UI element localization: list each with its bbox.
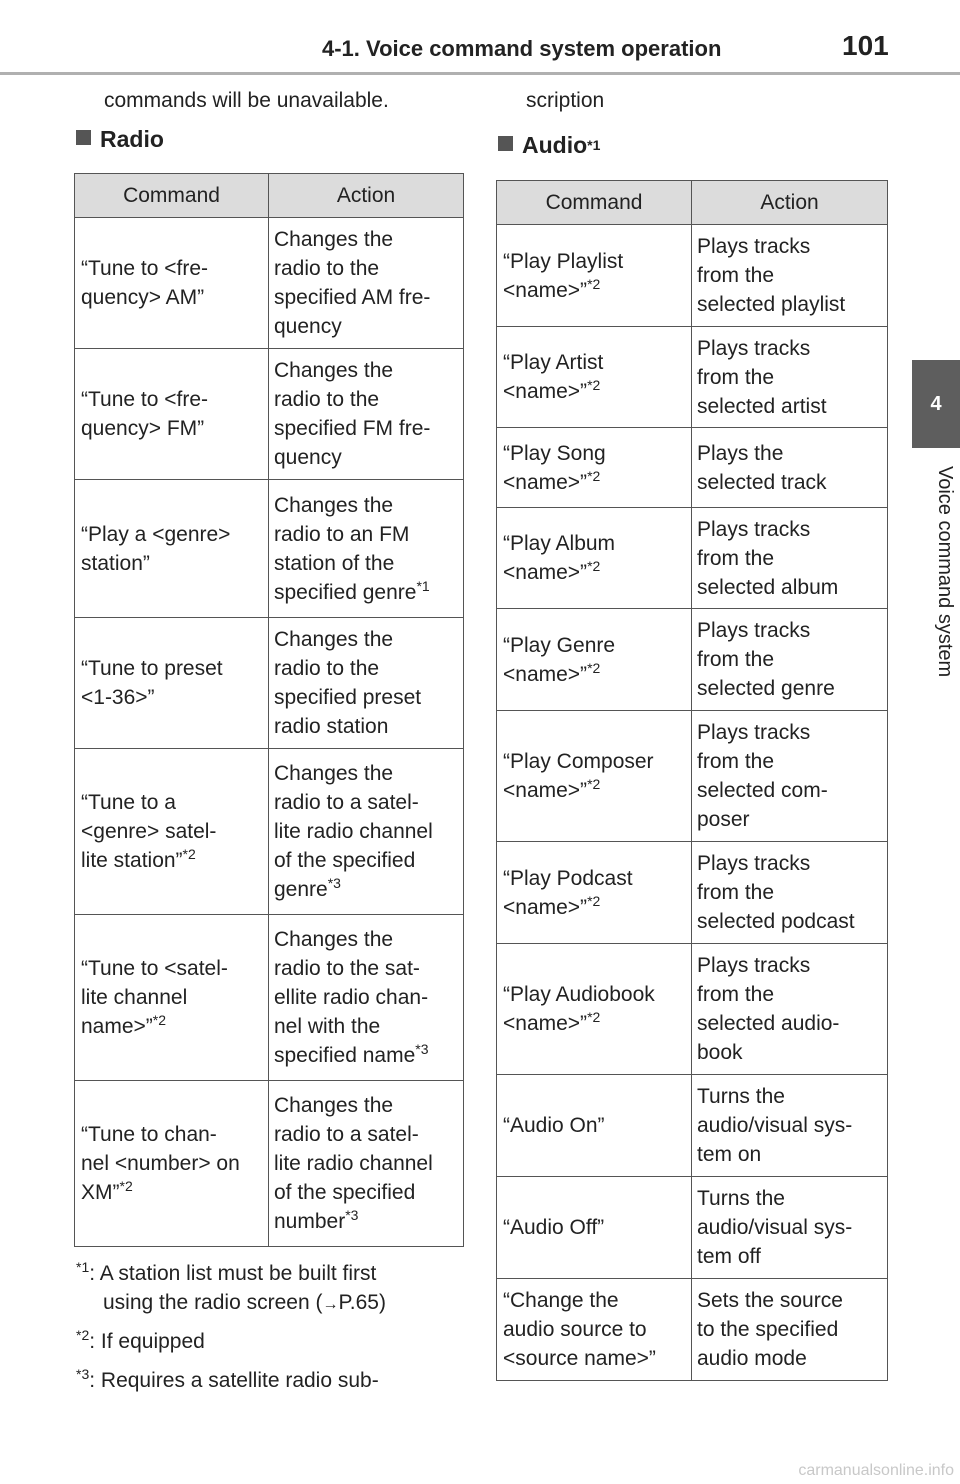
footnote-mark: *3: [76, 1366, 90, 1382]
command-text: “Play a <genre> station”: [81, 522, 231, 575]
table-row: [497, 225, 888, 327]
command-cell: [75, 749, 269, 915]
footnote-mark: *2: [182, 846, 196, 862]
footnote-mark: *1: [416, 577, 430, 594]
command-column-header: Command: [75, 174, 269, 218]
command-cell: [497, 944, 692, 1075]
continued-text-right: scription: [526, 89, 605, 112]
footnote-mark: *2: [587, 1009, 601, 1025]
table-row: [497, 1279, 888, 1381]
command-cell: [497, 842, 692, 944]
footnote-mark: *2: [587, 776, 601, 792]
footnote-mark: *3: [327, 875, 341, 891]
header-divider: [0, 72, 960, 75]
heading-footnote-mark: *1: [587, 137, 601, 153]
audio-command-table: [496, 180, 888, 1381]
table-row: [497, 327, 888, 428]
action-text: Plays tracks from the selected audio- book: [697, 954, 840, 1064]
footnote-mark: *2: [587, 892, 601, 909]
action-cell: [692, 1075, 888, 1177]
table-row: [75, 480, 464, 618]
action-text: Plays tracks from the selected genre: [697, 619, 835, 700]
arrow-right-icon: →: [322, 1296, 339, 1313]
command-cell: [75, 1081, 269, 1247]
command-cell: [497, 225, 692, 327]
command-text: “Play Audiobook <name>”: [503, 983, 655, 1035]
action-text: Changes the radio to an FM station of the specified genre: [274, 493, 417, 604]
action-cell: [269, 618, 464, 749]
command-cell: [75, 915, 269, 1081]
command-text: “Play Playlist <name>”: [503, 249, 624, 302]
action-text: Plays tracks from the selected podcast: [697, 852, 855, 933]
table-row: [497, 1075, 888, 1177]
command-cell: [497, 1279, 692, 1381]
audio-heading: [498, 132, 600, 159]
footnote-mark: *2: [587, 659, 601, 676]
command-text: “Audio On”: [503, 1114, 605, 1137]
action-text: Changes the radio to the specified FM fre- quency: [274, 359, 431, 469]
action-cell: [692, 842, 888, 944]
footnote-mark: *2: [587, 467, 601, 484]
command-cell: [497, 1177, 692, 1279]
command-text: “Play Song <name>”: [503, 441, 606, 494]
action-text: Plays tracks from the selected com- poser: [697, 721, 828, 831]
table-row: [497, 508, 888, 609]
action-text: Plays tracks from the selected artist: [697, 336, 827, 418]
continued-text: commands will be unavailable.: [104, 89, 389, 112]
action-cell: [269, 480, 464, 618]
table-row: [497, 944, 888, 1075]
command-cell: [75, 218, 269, 349]
action-text: Changes the radio to the specified preset radio station: [274, 628, 422, 738]
action-cell: [692, 428, 888, 508]
command-cell: [75, 618, 269, 749]
command-text: “Tune to <fre- quency> FM”: [81, 388, 209, 440]
action-cell: [692, 327, 888, 428]
table-row: [497, 428, 888, 508]
action-text: Turns the audio/visual sys- tem on: [697, 1085, 853, 1166]
page-reference-link[interactable]: P.65): [338, 1291, 386, 1314]
footnote-mark: *3: [345, 1207, 359, 1223]
action-cell: [692, 711, 888, 842]
footnote-text-part: using the radio screen (: [103, 1291, 323, 1314]
table-row: [497, 1177, 888, 1279]
action-cell: [269, 915, 464, 1081]
action-text: Changes the radio to the sat- ellite radio chan- nel with the specified name: [274, 928, 429, 1067]
audio-heading-text: Audio: [522, 132, 588, 158]
footnote-mark: *2: [119, 1178, 133, 1194]
command-cell: [75, 480, 269, 618]
command-text: “Tune to <satel- lite channel name>”: [81, 957, 228, 1038]
command-text: “Play Genre <name>”: [503, 633, 616, 686]
action-cell: [692, 609, 888, 711]
action-text: Sets the source to the specified audio mode: [697, 1289, 843, 1370]
action-column-header: Action: [692, 181, 888, 225]
command-cell: [497, 508, 692, 609]
section-title: 4-1. Voice command system operation: [322, 36, 722, 61]
action-cell: [269, 1081, 464, 1247]
table-header-row: [75, 174, 464, 218]
action-text: Plays tracks from the selected playlist: [697, 235, 846, 316]
action-cell: [692, 944, 888, 1075]
command-text: “Play Album <name>”: [503, 532, 616, 584]
footnote-2: [76, 1327, 476, 1356]
command-cell: [497, 609, 692, 711]
command-cell: [497, 711, 692, 842]
watermark: carmanualsonline.info: [798, 1462, 954, 1479]
action-cell: [269, 218, 464, 349]
command-text: “Tune to <fre- quency> AM”: [81, 257, 209, 309]
footnote-text: : If equipped: [89, 1330, 205, 1353]
table-row: [75, 618, 464, 749]
page-number: 101: [842, 30, 889, 61]
action-cell: [269, 349, 464, 480]
footnote-mark: *1: [76, 1259, 90, 1275]
table-row: [75, 349, 464, 480]
chapter-side-label: Voice command system: [934, 466, 956, 678]
radio-heading-text: Radio: [100, 126, 164, 152]
command-text: “Play Composer <name>”: [503, 750, 654, 802]
table-row: [75, 218, 464, 349]
table-row: [497, 609, 888, 711]
footnote-text: : A station list must be built first: [89, 1262, 377, 1285]
command-text: “Tune to chan- nel <number> on XM”: [81, 1123, 240, 1204]
action-text: Plays the selected track: [697, 441, 827, 494]
command-column-header: Command: [497, 181, 692, 225]
footnote-text-continued: [76, 1288, 476, 1319]
action-cell: [692, 508, 888, 609]
action-text: Turns the audio/visual sys- tem off: [697, 1187, 853, 1268]
table-row: [497, 842, 888, 944]
command-cell: [497, 428, 692, 508]
command-text: “Play Artist <name>”: [503, 351, 604, 403]
table-row: [75, 1081, 464, 1247]
chapter-tab: 4: [912, 360, 960, 448]
command-cell: [497, 327, 692, 428]
action-cell: [692, 225, 888, 327]
footnote-mark: *2: [587, 558, 601, 574]
footnote-3: [76, 1366, 476, 1395]
command-text: “Tune to preset <1-36>”: [81, 657, 223, 709]
action-text: Changes the radio to a satel- lite radio channel of the specified genre: [274, 762, 433, 901]
command-text: “Play Podcast <name>”: [503, 866, 633, 919]
radio-command-table: [74, 173, 464, 1247]
action-cell: [692, 1279, 888, 1381]
radio-heading: [76, 126, 164, 153]
table-row: [75, 915, 464, 1081]
table-row: [497, 711, 888, 842]
footnote-mark: *2: [587, 377, 601, 393]
footnote-mark: *2: [76, 1327, 90, 1343]
action-text: Plays tracks from the selected album: [697, 517, 839, 599]
footnote-text: : Requires a satellite radio sub-: [89, 1369, 379, 1392]
command-text: “Audio Off”: [503, 1216, 605, 1239]
action-cell: [692, 1177, 888, 1279]
command-cell: [75, 349, 269, 480]
action-column-header: Action: [269, 174, 464, 218]
table-header-row: [497, 181, 888, 225]
footnote-1: [76, 1259, 476, 1319]
action-text: Changes the radio to the specified AM fre- quency: [274, 228, 431, 338]
action-cell: [269, 749, 464, 915]
command-text: “Tune to a <genre> satel- lite station”: [81, 791, 217, 872]
command-cell: [497, 1075, 692, 1177]
table-row: [75, 749, 464, 915]
square-bullet-icon: [76, 130, 91, 145]
footnote-mark: *2: [587, 275, 601, 292]
footnote-mark: *3: [415, 1041, 429, 1057]
footnote-mark: *2: [152, 1012, 167, 1028]
action-text: Changes the radio to a satel- lite radio channel of the specified number: [274, 1094, 433, 1233]
square-bullet-icon: [498, 136, 513, 151]
command-text: “Change the audio source to <source name>”: [503, 1289, 656, 1370]
